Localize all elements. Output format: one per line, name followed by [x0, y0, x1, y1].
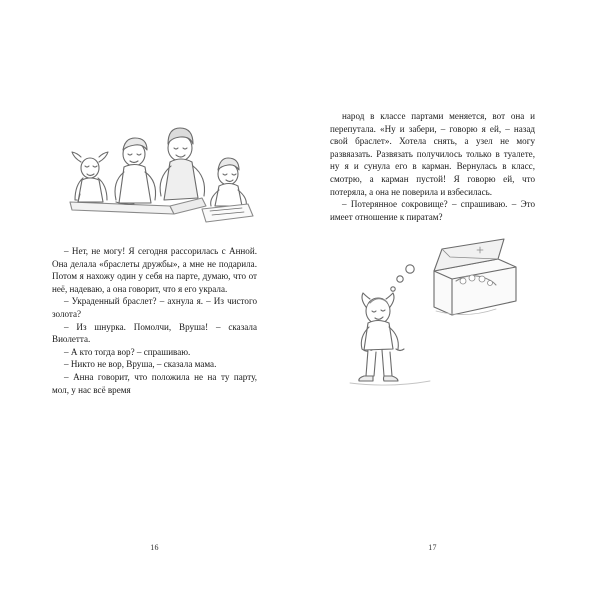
paragraph: народ в классе партами меняется, вот она и перепутала. «Ну и забери, – говорю я ей, – назад свой браслет». Хотела снять, а узел не могу развяазать. Развязать получилось только в туалете, ну я и сунула его в карман. Вернулась в класс, смотрю, а карман пустой! Я говорю ей, что потеряла, а она не поверила и взбесилась.: [330, 111, 535, 197]
page-number-right: 17: [428, 543, 437, 552]
right-page: [330, 110, 535, 552]
left-page-text: [52, 245, 257, 396]
paragraph: – Нет, не могу! Я сегодня рассорилась с Анной. Она делала «браслеты дружбы», а мне не подарила. Потом я нахожу один у себя на парте, думаю, что от неё, надеваю, а она говорит, что я его украла.: [52, 246, 257, 294]
left-page: [52, 110, 257, 552]
page-number-left: 16: [150, 543, 159, 552]
girl-thinking-about-treasure-chest-illustration: [330, 223, 535, 398]
paragraph: – Потерянное сокровище? – спрашиваю. – Это имеет отношение к пиратам?: [330, 199, 535, 222]
paragraph: – Из шнурка. Помолчи, Вруша! – сказала Виолетта.: [52, 321, 257, 345]
paragraph: – Никто не вор, Вруша, – сказала мама.: [64, 359, 217, 370]
paragraph: – А кто тогда вор? – спрашиваю.: [64, 346, 191, 357]
right-page-text: [330, 110, 535, 223]
paragraph: – Украденный браслет? – ахнула я. – Из чистого золота?: [52, 296, 257, 319]
children-at-school-desks-illustration: [52, 110, 257, 245]
paragraph: – Анна говорит, что положила не на ту парту, мол, у нас всё время: [52, 371, 257, 395]
